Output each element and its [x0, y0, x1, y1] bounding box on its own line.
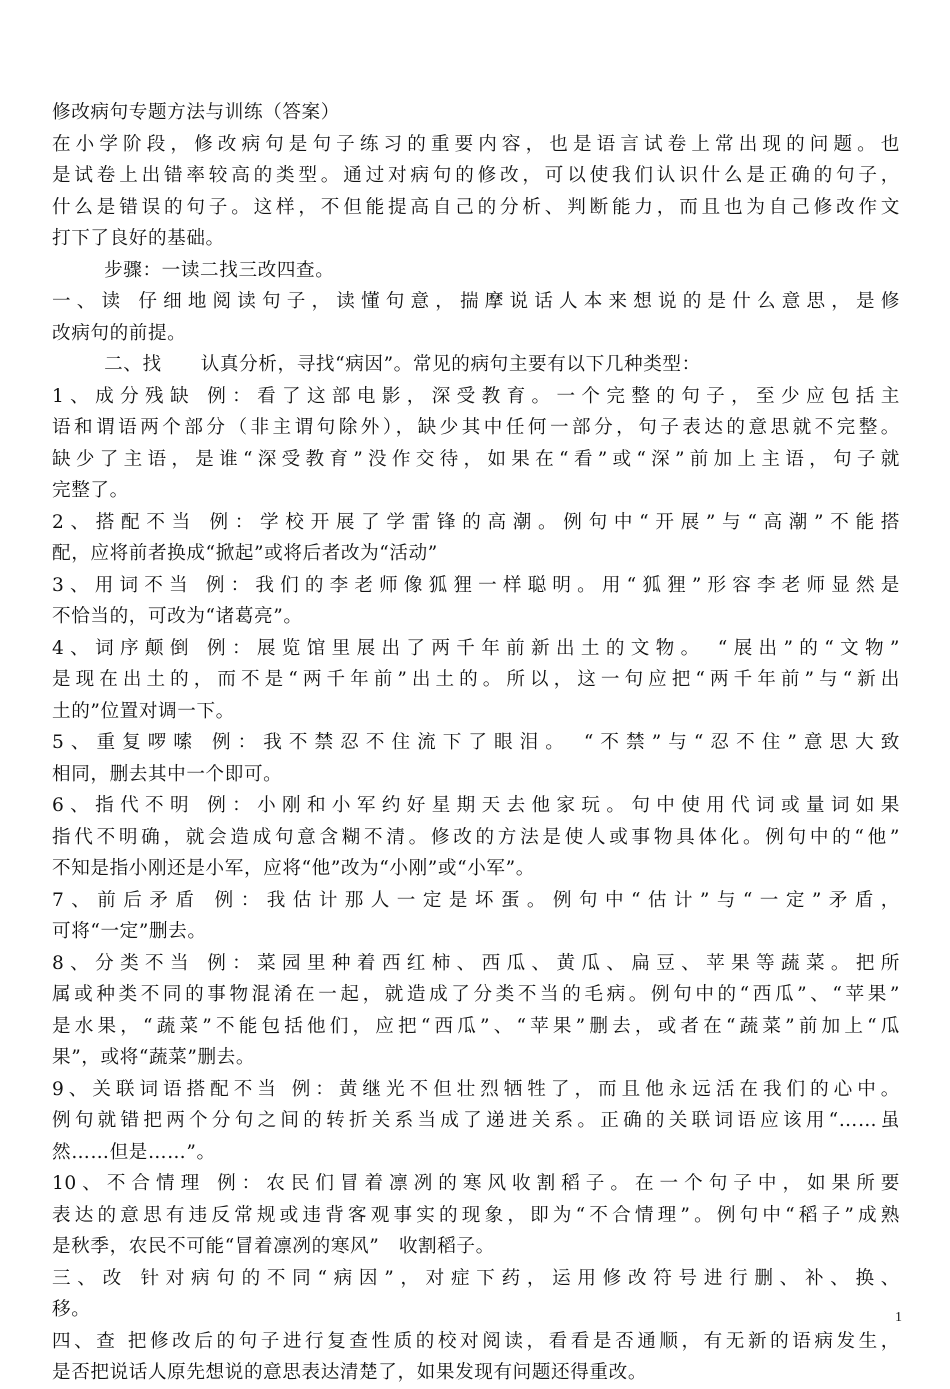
- text-line: 二、找 认真分析，寻找“病因”。常见的病句主要有以下几种类型：: [52, 354, 701, 375]
- text-line: 是现在出土的，而不是“两千年前”出土的。所以，这一句应把“两千年前”与“新出: [52, 669, 900, 690]
- text-line: 打下了良好的基础。: [52, 228, 225, 249]
- text-line: 不知是指小刚还是小军，应将“他”改为“小刚”或“小军”。: [52, 858, 535, 879]
- text-line: 语和谓语两个部分（非主谓句除外），缺少其中任何一部分，句子表达的意思就不完整。: [52, 417, 900, 438]
- text-line: 8、分类不当 例：菜园里种着西红柿、西瓜、黄瓜、扁豆、苹果等蔬菜。把所: [52, 952, 900, 974]
- text-line: 是水果，“蔬菜”不能包括他们，应把“西瓜”、“苹果”删去，或者在“蔬菜”前加上“瓜: [52, 1015, 900, 1037]
- text-line: 是秋季，农民不可能“冒着凛冽的寒风” 收割稻子。: [52, 1236, 495, 1257]
- text-line: 然……但是……”。: [52, 1141, 216, 1163]
- text-line: 三、改 针对病句的不同“病因”，对症下药，运用修改符号进行删、补、换、: [52, 1267, 900, 1289]
- text-line: 5、重复啰嗦 例：我不禁忍不住流下了眼泪。 “不禁”与“忍不住”意思大致: [52, 732, 900, 753]
- text-line: 不恰当的，可改为“诸葛亮”。: [52, 606, 303, 627]
- text-line: 属或种类不同的事物混淆在一起，就造成了分类不当的毛病。例句中的“西瓜”、“苹果”: [52, 984, 900, 1005]
- text-line: 9、关联词语搭配不当 例：黄继光不但壮烈牺牲了，而且他永远活在我们的心中。: [52, 1078, 900, 1100]
- text-line: 一、读 仔细地阅读句子，读懂句意，揣摩说话人本来想说的是什么意思，是修: [52, 291, 900, 312]
- text-line: 完整了。: [52, 480, 129, 501]
- page-number: 1: [895, 1310, 902, 1325]
- text-line: 2、搭配不当 例：学校开展了学雷锋的高潮。例句中“开展”与“高潮”不能搭: [52, 511, 900, 533]
- text-line: 土的”位置对调一下。: [52, 700, 235, 722]
- text-line: 修改病句专题方法与训练（答案）: [52, 102, 340, 123]
- text-line: 步骤：一读二找三改四查。: [52, 259, 335, 281]
- text-line: 指代不明确，就会造成句意含糊不清。修改的方法是使人或事物具体化。例句中的“他”: [52, 826, 900, 848]
- text-line: 表达的意思有违反常规或违背客观事实的现象，即为“不合情理”。例句中“稻子”成熟: [52, 1204, 900, 1226]
- text-line: 四、查 把修改后的句子进行复查性质的校对阅读，看看是否通顺，有无新的语病发生，: [52, 1330, 900, 1352]
- text-line: 10、不合情理 例：农民们冒着凛冽的寒风收割稻子。在一个句子中，如果所要: [52, 1173, 900, 1194]
- text-line: 4、词序颠倒 例：展览馆里展出了两千年前新出土的文物。 “展出”的“文物”: [52, 637, 900, 659]
- text-line: 移。: [52, 1299, 91, 1320]
- text-line: 6、指代不明 例：小刚和小军约好星期天去他家玩。句中使用代词或量词如果: [52, 795, 900, 816]
- text-line: 果”，或将“蔬菜”删去。: [52, 1047, 256, 1068]
- text-line: 7、前后矛盾 例：我估计那人一定是坏蛋。例句中“估计”与“一定”矛盾，: [52, 889, 900, 911]
- text-line: 可将“一定”删去。: [52, 921, 207, 942]
- text-line: 相同，删去其中一个即可。: [52, 763, 283, 785]
- text-line: 配，应将前者换成“掀起”或将后者改为“活动”: [52, 543, 438, 564]
- document-body: [52, 97, 900, 1389]
- text-line: 改病句的前提。: [52, 322, 187, 344]
- text-line: 缺少了主语，是谁“深受教育”没作交待，如果在“看”或“深”前加上主语，句子就: [52, 448, 900, 470]
- text-line: 是试卷上出错率较高的类型。通过对病句的修改，可以使我们认识什么是正确的句子，: [52, 165, 900, 186]
- text-line: 在小学阶段，修改病句是句子练习的重要内容，也是语言试卷上常出现的问题。也: [52, 133, 900, 155]
- text-line: 例句就错把两个分句之间的转折关系当成了递进关系。正确的关联词语应该用“……虽: [52, 1110, 900, 1131]
- text-line: 是否把说话人原先想说的意思表达清楚了，如果发现有问题还得重改。: [52, 1362, 648, 1383]
- text-line: 什么是错误的句子。这样，不但能提高自己的分析、判断能力，而且也为自己修改作文: [52, 196, 900, 218]
- text-line: 3、用词不当 例：我们的李老师像狐狸一样聪明。用“狐狸”形容李老师显然是: [52, 574, 900, 596]
- text-line: 1、成分残缺 例：看了这部电影，深受教育。一个完整的句子，至少应包括主: [52, 385, 900, 407]
